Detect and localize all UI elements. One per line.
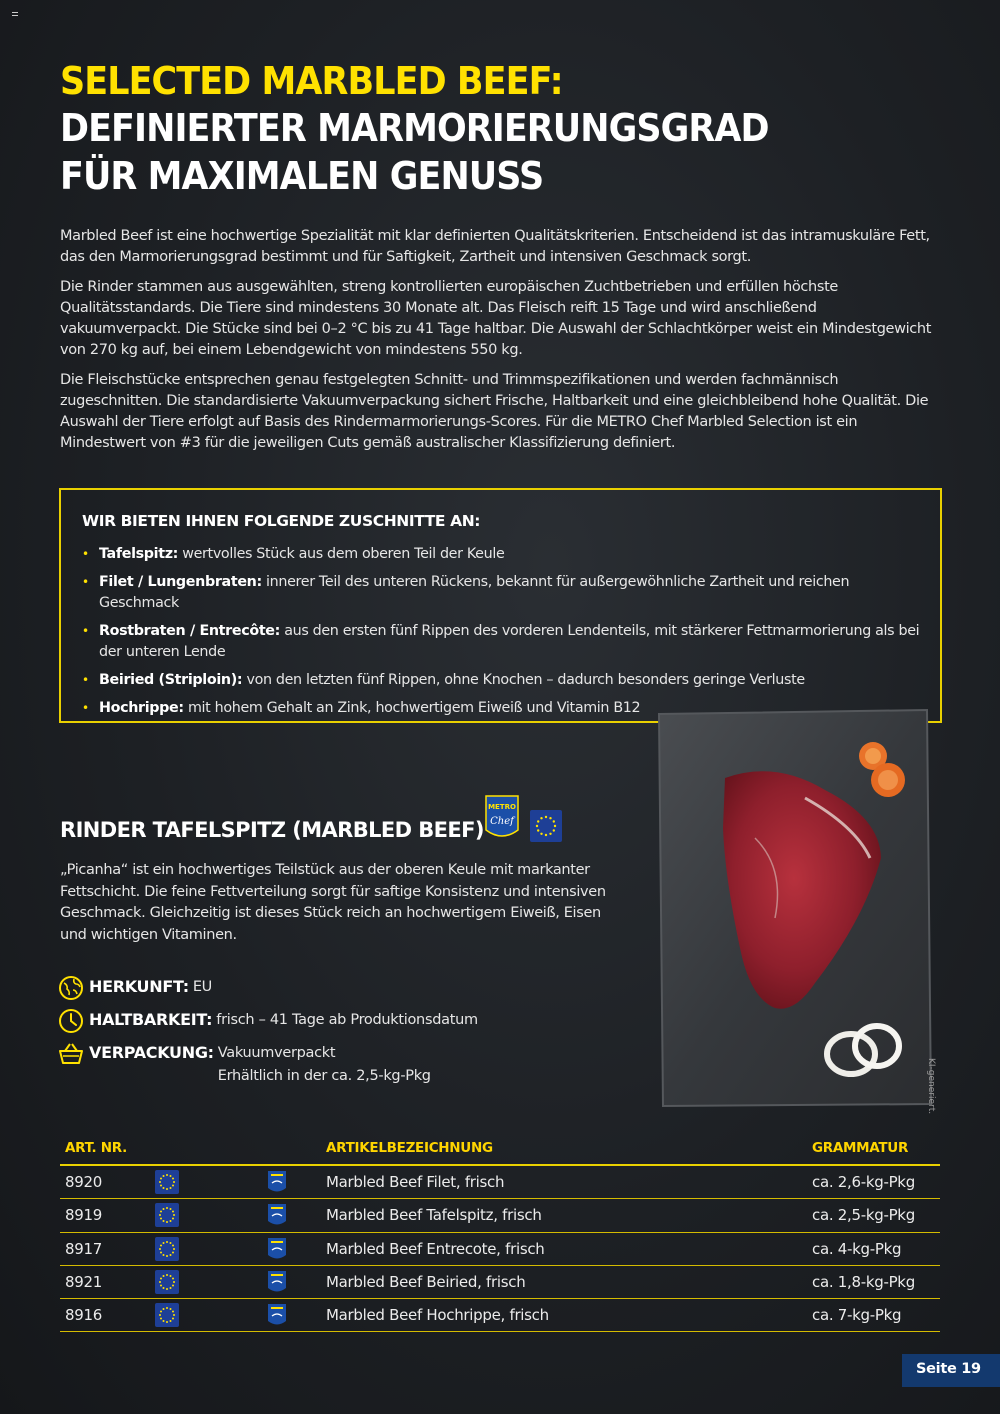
intro-text bbox=[60, 226, 940, 463]
table-row bbox=[60, 1166, 940, 1199]
cell-eu bbox=[155, 1303, 267, 1327]
eu-flag-icon bbox=[155, 1303, 179, 1327]
headline-line-3: FÜR MAXIMALEN GENUSS bbox=[60, 154, 544, 198]
intro-paragraph-3: Die Fleischstücke entsprechen genau festgelegten Schnitt- und Trimmspezifikationen und werden fachmännisch zugeschnitten. Die standardisierte Vakuumverpackung sichert Frische, Haltbarkeit und eine gleichbleibend hohe Qualität. Die Auswahl der Tiere erfolgt auf Basis des Rindermarmorierungs-Scores. Für die METRO Chef Marbled Selection ist ein Mindestwert von #3 für die jeweiligen Cuts gemäß australischer Klassifizierung definiert. bbox=[60, 372, 929, 451]
cell-art-nr: 8917 bbox=[65, 1239, 102, 1258]
badge-metro-text: METRO bbox=[488, 803, 516, 811]
cut-name: Hochrippe: bbox=[99, 700, 184, 716]
product-title: RINDER TAFELSPITZ (MARBLED BEEF) bbox=[60, 818, 484, 842]
globe-icon bbox=[58, 975, 84, 1001]
list-item bbox=[82, 621, 920, 663]
shelf-life-label: HALTBARKEIT: bbox=[89, 1010, 213, 1029]
cell-grammage: ca. 1,8-kg-Pkg bbox=[812, 1273, 915, 1292]
cell-art-nr: 8919 bbox=[65, 1206, 102, 1225]
product-description: „Picanha“ ist ein hochwertiges Teilstück aus der oberen Keule mit markanter Fettschicht. Die feine Fettverteilung sorgt für saftige Konsistenz und intensiven Geschmack. Gleichzeitig ist dieses Stück reich an hochwertigem Eiweiß, Eisen und wichtigen Vitaminen. bbox=[60, 862, 606, 943]
cuts-list bbox=[82, 544, 920, 719]
beef-on-slate-photo bbox=[655, 708, 932, 1108]
cut-text: mit hohem Gehalt an Zink, hochwertigem Eiweiß und Vitamin B12 bbox=[183, 700, 641, 716]
header-article-name: ARTIKELBEZEICHNUNG bbox=[326, 1140, 493, 1156]
metro-chef-icon bbox=[267, 1303, 287, 1327]
list-item bbox=[82, 670, 920, 691]
header-metro-spacer bbox=[267, 1140, 326, 1164]
fact-packaging bbox=[58, 1041, 431, 1088]
eu-flag-icon bbox=[155, 1270, 179, 1294]
metro-chef-badge bbox=[484, 794, 520, 840]
clock-icon bbox=[58, 1008, 84, 1034]
badge-chef-text: Chef bbox=[490, 816, 514, 827]
metro-chef-icon bbox=[267, 1203, 287, 1227]
eu-flag-icon bbox=[155, 1170, 179, 1194]
cell-metro bbox=[267, 1270, 326, 1294]
cut-text: wertvolles Stück aus dem oberen Teil der Keule bbox=[178, 546, 505, 562]
header-eu-spacer bbox=[155, 1140, 267, 1164]
eu-flag-icon bbox=[155, 1237, 179, 1261]
cut-name: Rostbraten / Entrecôte: bbox=[99, 623, 281, 639]
cell-grammage: ca. 7-kg-Pkg bbox=[812, 1306, 902, 1325]
packaging-value-line-2: Erhältlich in der ca. 2,5-kg-Pkg bbox=[217, 1068, 431, 1084]
cell-art-nr: 8921 bbox=[65, 1273, 102, 1292]
intro-paragraph-2: Die Rinder stammen aus ausgewählten, streng kontrollierten europäischen Zuchtbetrieben und erfüllen höchste Qualitätsstandards. Die Tiere sind mindestens 30 Monate alt. Das Fleisch reift 15 Tage und wird anschließend vakuumverpackt. Die Stücke sind bei 0–2 °C bis zu 41 Tage haltbar. Die Auswahl der Schlachtkörper weist ein Mindestgewicht von 270 kg auf, bei einem Lebendgewicht von mindestens 550 kg. bbox=[60, 279, 932, 358]
list-item bbox=[82, 572, 920, 614]
cell-eu bbox=[155, 1170, 267, 1194]
page-number: Seite 19 bbox=[902, 1354, 1000, 1387]
cut-text: aus den ersten fünf Rippen des vorderen Lendenteils, mit stärkerer Fettmarmorierung als bei der unteren Lende bbox=[99, 623, 920, 660]
metro-chef-icon bbox=[267, 1237, 287, 1261]
cut-text: von den letzten fünf Rippen, ohne Knochen – dadurch besonders geringe Verluste bbox=[242, 672, 805, 688]
cut-text: innerer Teil des unteren Rückens, bekannt für außergewöhnliche Zartheit und reichen Geschmack bbox=[99, 574, 850, 611]
cell-article-name: Marbled Beef Beiried, frisch bbox=[326, 1273, 526, 1292]
fact-shelf-life bbox=[58, 1008, 478, 1034]
cuts-box bbox=[59, 488, 942, 723]
cell-art-nr: 8916 bbox=[65, 1306, 102, 1325]
table-row bbox=[60, 1266, 940, 1299]
cell-metro bbox=[267, 1303, 326, 1327]
cell-article-name: Marbled Beef Hochrippe, frisch bbox=[326, 1306, 549, 1325]
metro-chef-icon bbox=[267, 1270, 287, 1294]
cell-grammage: ca. 2,6-kg-Pkg bbox=[812, 1173, 915, 1192]
fact-origin bbox=[58, 975, 212, 1001]
cuts-title: WIR BIETEN IHNEN FOLGENDE ZUSCHNITTE AN: bbox=[82, 512, 481, 530]
menu-icon[interactable] bbox=[12, 12, 18, 16]
table-row bbox=[60, 1299, 940, 1332]
eu-flag-icon bbox=[530, 810, 562, 842]
basket-icon bbox=[58, 1041, 84, 1067]
cell-eu bbox=[155, 1203, 267, 1227]
cut-name: Tafelspitz: bbox=[99, 546, 179, 562]
table-header bbox=[60, 1140, 940, 1166]
article-table bbox=[60, 1140, 940, 1332]
cell-article-name: Marbled Beef Tafelspitz, frisch bbox=[326, 1206, 542, 1225]
cell-metro bbox=[267, 1203, 326, 1227]
table-row bbox=[60, 1233, 940, 1266]
headline-line-2: DEFINIERTER MARMORIERUNGSGRAD bbox=[60, 106, 769, 150]
eu-flag-icon bbox=[155, 1203, 179, 1227]
cell-grammage: ca. 2,5-kg-Pkg bbox=[812, 1206, 915, 1225]
list-item bbox=[82, 544, 920, 565]
cell-grammage: ca. 4-kg-Pkg bbox=[812, 1239, 902, 1258]
packaging-value bbox=[218, 1042, 431, 1088]
cell-eu bbox=[155, 1270, 267, 1294]
packaging-value-line-1: Vakuumverpackt bbox=[217, 1045, 336, 1061]
shelf-life-value: frisch – 41 Tage ab Produktionsdatum bbox=[216, 1012, 478, 1028]
packaging-label: VERPACKUNG: bbox=[89, 1043, 214, 1062]
header-grammage: GRAMMATUR bbox=[812, 1140, 909, 1156]
cell-metro bbox=[267, 1237, 326, 1261]
cell-metro bbox=[267, 1170, 326, 1194]
ai-generated-note: KI-generiert. bbox=[926, 1058, 936, 1115]
cell-article-name: Marbled Beef Entrecote, frisch bbox=[326, 1239, 545, 1258]
metro-chef-icon bbox=[267, 1170, 287, 1194]
intro-paragraph-1: Marbled Beef ist eine hochwertige Spezialität mit klar definierten Qualitätskriterien. Entscheidend ist das intramuskuläre Fett, das den Marmorierungsgrad bestimmt und für Saftigkeit, Zartheit und intensiven Geschmack sorgt. bbox=[60, 228, 930, 265]
origin-label: HERKUNFT: bbox=[89, 977, 189, 996]
origin-value: EU bbox=[192, 979, 212, 995]
header-art-nr: ART. NR. bbox=[65, 1140, 127, 1156]
table-row bbox=[60, 1199, 940, 1232]
headline-yellow: SELECTED MARBLED BEEF: bbox=[60, 59, 563, 103]
cell-art-nr: 8920 bbox=[65, 1173, 102, 1192]
cut-name: Beiried (Striploin): bbox=[99, 672, 243, 688]
page-headline bbox=[60, 58, 940, 200]
cell-eu bbox=[155, 1237, 267, 1261]
table-body bbox=[60, 1166, 940, 1332]
cut-name: Filet / Lungenbraten: bbox=[99, 574, 262, 590]
cell-article-name: Marbled Beef Filet, frisch bbox=[326, 1173, 505, 1192]
